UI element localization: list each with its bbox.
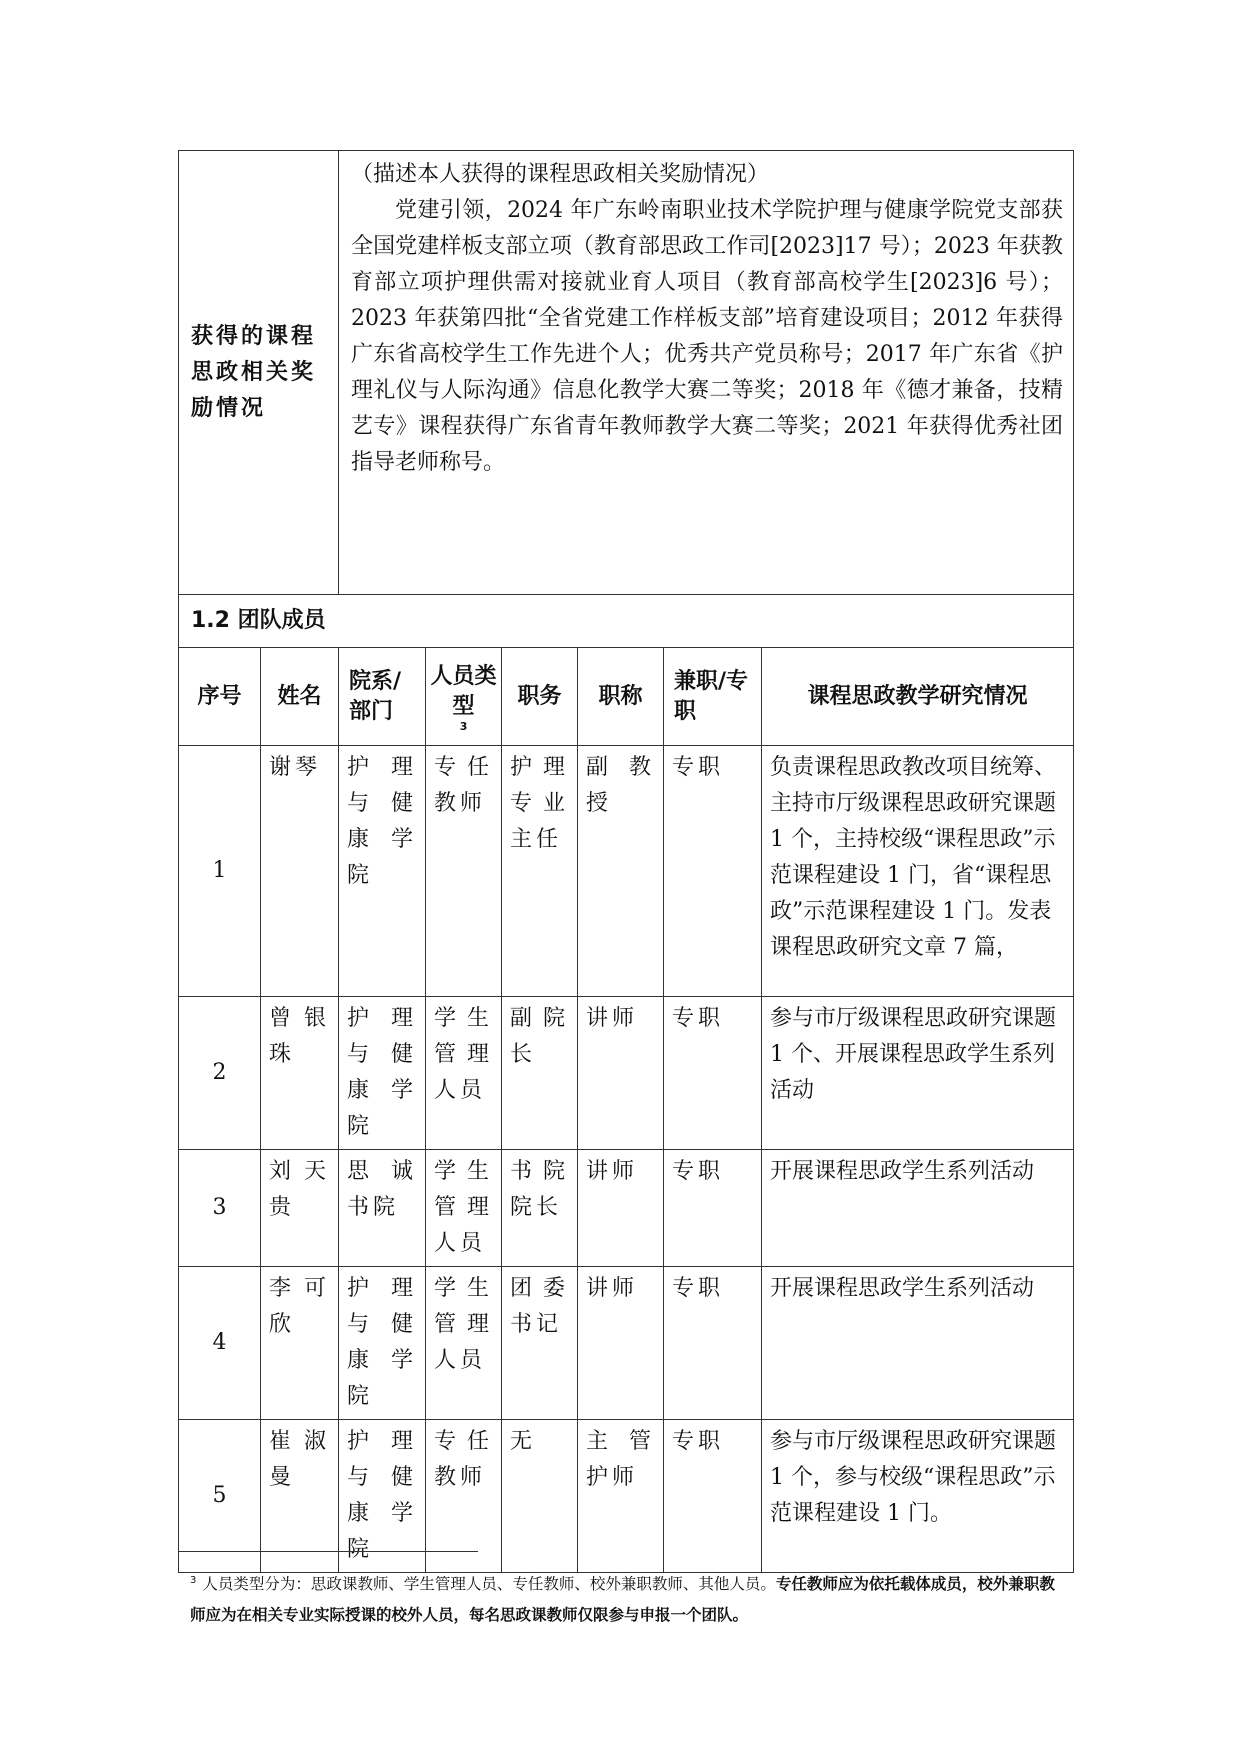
header-post: 职务 (502, 648, 578, 746)
cell-dept: 护理与健康学院 (339, 746, 426, 997)
header-no: 序号 (179, 648, 261, 746)
cell-name: 李可欣 (261, 1267, 339, 1420)
cell-status: 专职 (664, 1420, 762, 1573)
awards-label: 获得的课程思政相关奖励情况 (179, 151, 339, 595)
awards-row (179, 151, 1074, 595)
cell-title: 讲师 (578, 1267, 664, 1420)
cell-post: 书院院长 (502, 1150, 578, 1267)
table-row (179, 1420, 1074, 1573)
cell-research: 参与市厅级课程思政研究课题 1 个、开展课程思政学生系列活动 (762, 997, 1074, 1150)
header-dept: 院系/部门 (339, 648, 426, 746)
cell-no: 5 (179, 1420, 261, 1573)
cell-dept: 护理与健康学院 (339, 1420, 426, 1573)
header-research: 课程思政教学研究情况 (762, 648, 1074, 746)
cell-status: 专职 (664, 1267, 762, 1420)
awards-content (339, 151, 1074, 595)
section-title: 1.2 团队成员 (179, 595, 1074, 648)
cell-title: 讲师 (578, 997, 664, 1150)
footnote (190, 1565, 1070, 1631)
cell-status: 专职 (664, 1150, 762, 1267)
header-name: 姓名 (261, 648, 339, 746)
cell-no: 4 (179, 1267, 261, 1420)
cell-type: 专任教师 (426, 1420, 502, 1573)
cell-title: 讲师 (578, 1150, 664, 1267)
cell-dept: 护理与健康学院 (339, 997, 426, 1150)
cell-type: 学生管理人员 (426, 1150, 502, 1267)
cell-name: 崔淑曼 (261, 1420, 339, 1573)
table-row (179, 1150, 1074, 1267)
footnote-ref: 3 (459, 719, 468, 733)
cell-type: 学生管理人员 (426, 997, 502, 1150)
cell-title: 主管护师 (578, 1420, 664, 1573)
cell-type: 专任教师 (426, 746, 502, 997)
cell-post: 护理专业主任 (502, 746, 578, 997)
awards-text: 党建引领，2024 年广东岭南职业技术学院护理与健康学院党支部获全国党建样板支部立项（教育部思政工作司[2023]17 号）；2023 年获教育部立项护理供需对接就业育人项目（教育部高校学生[2023]6 号）；2023 年获第四批“全省党建工作样板支部”培育建设项目；2012 年获得广东省高校学生工作先进个人；优秀共产党员称号；2017 年广东省《护理礼仪与人际沟通》信息化教学大赛二等奖；2018 年《德才兼备，技精艺专》课程获得广东省青年教师教学大赛二等奖；2021 年获得优秀社团指导老师称号。 (351, 198, 1064, 475)
cell-post: 团委书记 (502, 1267, 578, 1420)
footnote-plain: 人员类型分为：思政课教师、学生管理人员、专任教师、校外兼职教师、其他人员。 (202, 1575, 776, 1594)
cell-status: 专职 (664, 997, 762, 1150)
header-title: 职称 (578, 648, 664, 746)
cell-research: 开展课程思政学生系列活动 (762, 1267, 1074, 1420)
cell-post: 副院长 (502, 997, 578, 1150)
footnote-mark: 3 (190, 1575, 197, 1586)
cell-dept: 思诚书院 (339, 1150, 426, 1267)
cell-dept: 护理与健康学院 (339, 1267, 426, 1420)
cell-research: 负责课程思政教改项目统筹、主持市厅级课程思政研究课题 1 个，主持校级“课程思政”示范课程建设 1 门，省“课程思政”示范课程建设 1 门。发表课程思政研究文章 7 篇， (762, 746, 1074, 997)
cell-no: 2 (179, 997, 261, 1150)
cell-status: 专职 (664, 746, 762, 997)
section-row (179, 595, 1074, 648)
footnote-divider (178, 1551, 478, 1552)
table-row (179, 746, 1074, 997)
cell-research: 开展课程思政学生系列活动 (762, 1150, 1074, 1267)
header-status: 兼职/专职 (664, 648, 762, 746)
cell-title: 副教授 (578, 746, 664, 997)
cell-no: 3 (179, 1150, 261, 1267)
footnote-bold: 专任教师应为依托载体成员，校外兼职教师应为在相关专业实际授课的校外人员，每名思政课教师仅限参与申报一个团队。 (190, 1575, 1055, 1625)
cell-name: 谢琴 (261, 746, 339, 997)
header-type-label: 人员类型 (430, 663, 497, 719)
team-header-row (179, 648, 1074, 746)
cell-name: 刘天贵 (261, 1150, 339, 1267)
cell-research: 参与市厅级课程思政研究课题 1 个，参与校级“课程思政”示范课程建设 1 门。 (762, 1420, 1074, 1573)
cell-name: 曾银珠 (261, 997, 339, 1150)
cell-type: 学生管理人员 (426, 1267, 502, 1420)
application-form-table (178, 150, 1074, 1573)
cell-no: 1 (179, 746, 261, 997)
header-type (426, 648, 502, 746)
awards-hint: （描述本人获得的课程思政相关奖励情况） (351, 162, 770, 187)
table-row (179, 1267, 1074, 1420)
table-row (179, 997, 1074, 1150)
cell-post: 无 (502, 1420, 578, 1573)
